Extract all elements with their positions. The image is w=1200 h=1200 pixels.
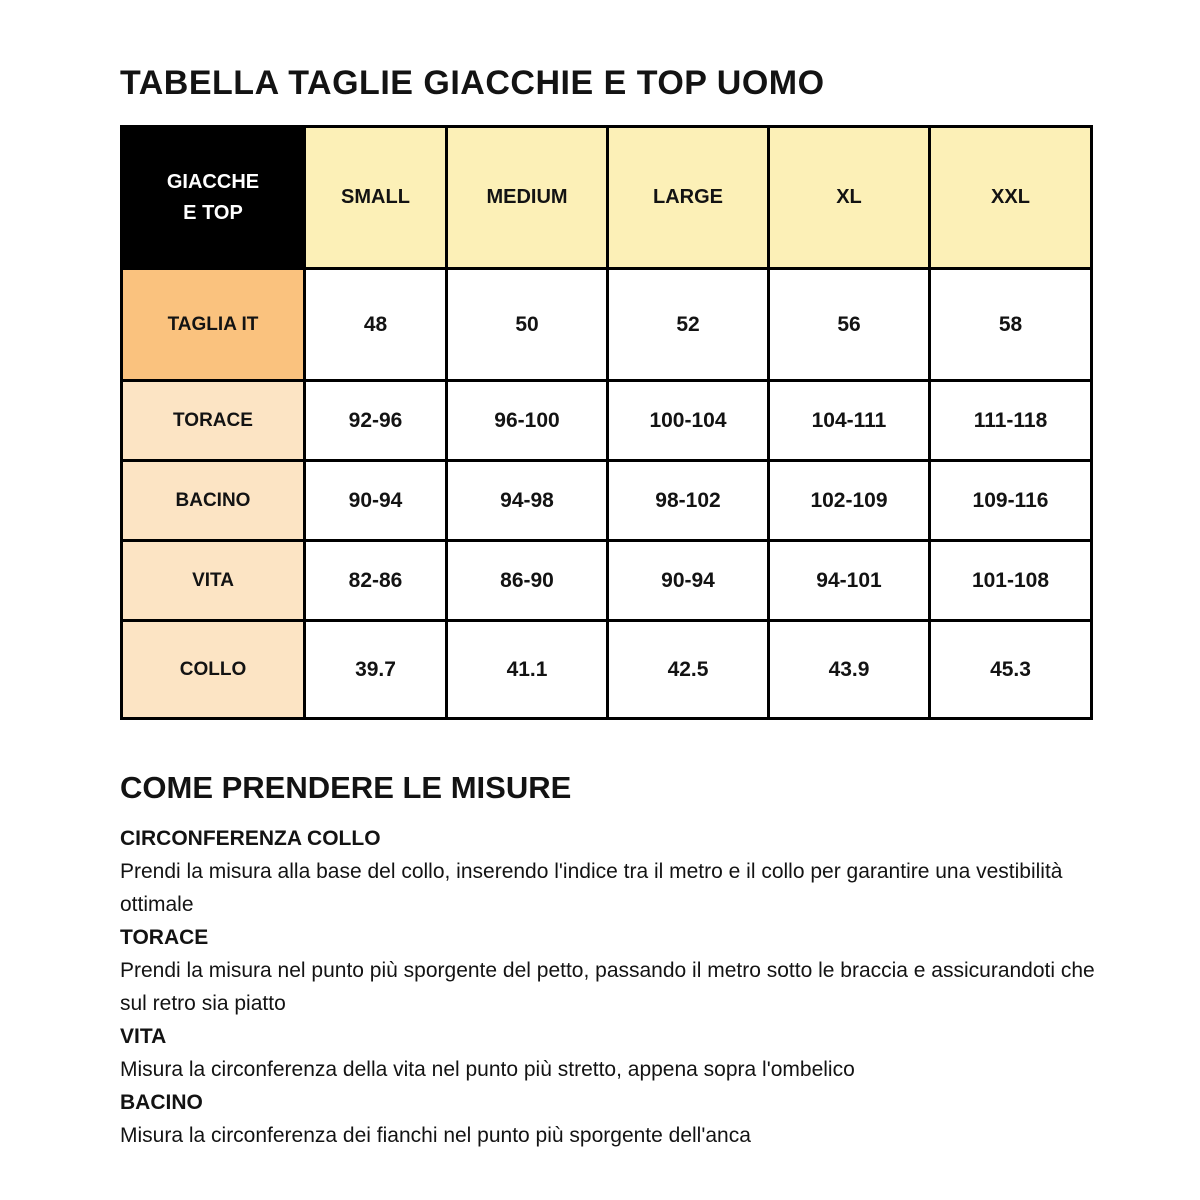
table-row-taglia-it [122,269,1092,381]
table-cell: 86-90 [447,541,608,621]
table-cell: 50 [447,269,608,381]
table-cell: 102-109 [769,461,930,541]
table-cell: 90-94 [608,541,769,621]
guide-item-collo [120,822,1110,921]
table-cell: 90-94 [305,461,447,541]
guide-text: Misura la circonferenza della vita nel punto più stretto, appena sopra l'ombelico [120,1058,855,1081]
table-cell: 42.5 [608,621,769,719]
table-cell: 94-101 [769,541,930,621]
guide-text: Prendi la misura nel punto più sporgente del petto, passando il metro sotto le braccia e assicurandoti che sul retro sia piatto [120,959,1095,1015]
guide-heading: CIRCONFERENZA COLLO [120,827,381,850]
column-header-xl: XL [769,127,930,269]
table-cell: 52 [608,269,769,381]
size-chart-table [120,125,1093,720]
table-cell: 82-86 [305,541,447,621]
corner-line1: GIACCHE [166,170,260,193]
table-cell: 48 [305,269,447,381]
guide-text: Prendi la misura alla base del collo, inserendo l'indice tra il metro e il collo per garantire una vestibilità ottimale [120,860,1063,916]
table-cell: 111-118 [930,381,1092,461]
guide-heading: BACINO [120,1091,203,1114]
table-cell: 92-96 [305,381,447,461]
row-label-bacino: BACINO [122,461,305,541]
table-cell: 58 [930,269,1092,381]
row-label-collo: COLLO [122,621,305,719]
table-cell: 56 [769,269,930,381]
table-cell: 41.1 [447,621,608,719]
row-label-vita: VITA [122,541,305,621]
guide-item-vita [120,1020,1110,1086]
table-cell: 94-98 [447,461,608,541]
table-header-row [122,127,1092,269]
column-header-large: LARGE [608,127,769,269]
guide-heading: TORACE [120,926,209,949]
guide-text: Misura la circonferenza dei fianchi nel punto più sporgente dell'anca [120,1124,751,1147]
corner-cell [122,127,305,269]
table-cell: 43.9 [769,621,930,719]
table-row-collo [122,621,1092,719]
table-row-vita [122,541,1092,621]
table-row-bacino [122,461,1092,541]
column-header-xxl: XXL [930,127,1092,269]
table-cell: 96-100 [447,381,608,461]
column-header-small: SMALL [305,127,447,269]
table-cell: 100-104 [608,381,769,461]
guide-heading: VITA [120,1025,167,1048]
table-cell: 109-116 [930,461,1092,541]
table-row-torace [122,381,1092,461]
corner-line2: E TOP [183,201,243,224]
table-cell: 39.7 [305,621,447,719]
measure-guide-section [120,770,1110,1152]
table-cell: 101-108 [930,541,1092,621]
table-cell: 104-111 [769,381,930,461]
table-cell: 45.3 [930,621,1092,719]
table-cell: 98-102 [608,461,769,541]
page-title: TABELLA TAGLIE GIACCHIE E TOP UOMO [120,64,825,102]
column-header-medium: MEDIUM [447,127,608,269]
guide-item-bacino [120,1086,1110,1152]
section-title: COME PRENDERE LE MISURE [120,770,572,805]
row-label-torace: TORACE [122,381,305,461]
row-label-taglia-it: TAGLIA IT [122,269,305,381]
guide-item-torace [120,921,1110,1020]
